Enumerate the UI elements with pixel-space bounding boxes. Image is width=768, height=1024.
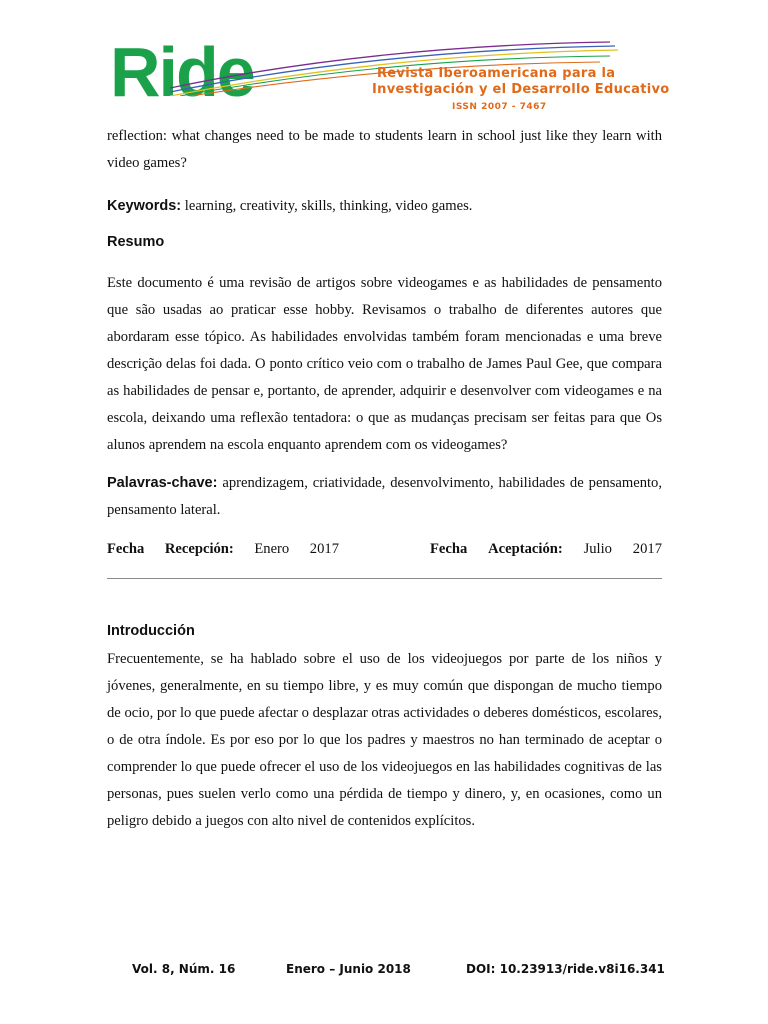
- issn: ISSN 2007 - 7467: [452, 102, 547, 112]
- palavras-text: aprendizagem, criatividade, desenvolvimento, habilidades de pensamento, pensamento lateral.: [107, 475, 662, 518]
- acceptance-month: Julio: [583, 541, 612, 557]
- abstract-en-tail: reflection: what changes need to be made to students learn in school just like they learn with video games?: [107, 128, 662, 171]
- journal-logo: [110, 33, 670, 120]
- resumo-heading-block: [107, 234, 662, 250]
- keywords-paragraph: [107, 193, 662, 220]
- footer-period: Enero – Junio 2018: [286, 962, 411, 976]
- keywords-label: Keywords:: [107, 198, 182, 214]
- journal-title: [372, 66, 669, 98]
- resumo-heading: Resumo: [107, 234, 165, 250]
- page-footer: [0, 962, 768, 980]
- introduccion-heading-block: [107, 623, 662, 639]
- footer-volume: Vol. 8, Núm. 16: [132, 962, 236, 976]
- introduccion-heading: Introducción: [107, 623, 195, 639]
- reception-label-fecha: Fecha: [107, 541, 145, 557]
- introduccion-block: [107, 646, 662, 835]
- acceptance-year: 2017: [632, 541, 662, 557]
- dates-row: [107, 541, 662, 558]
- acceptance-date: [430, 541, 662, 558]
- reception-label: Recepción:: [164, 541, 234, 557]
- introduccion-text: Frecuentemente, se ha hablado sobre el uso de los videojuegos por parte de los niños y jóvenes, generalmente, en su tiempo libre, y es muy común que dispongan de mucho tiempo de ocio, por lo que puede afectar o desplazar otras actividades o deberes domésticos, escolares, o de otra índole. Es por eso por lo que los padres y maestros no han terminado de aceptar o comprender lo que puede ofrecer el uso de los videojuegos en las habilidades cognitivas de las personas, pues suelen verlo como una pérdida de tiempo y dinero, y, en ocasiones, como un peligro debido a juegos con alto nivel de contenidos explícitos.: [107, 651, 662, 829]
- footer-doi: DOI: 10.23913/ride.v8i16.341: [466, 962, 665, 976]
- reception-month: Enero: [254, 541, 290, 557]
- journal-title-line1: Revista Iberoamericana para la: [377, 66, 616, 81]
- acceptance-label: Aceptación:: [488, 541, 563, 557]
- palavras-block: [107, 470, 662, 524]
- section-divider: [107, 578, 662, 579]
- reception-year: 2017: [309, 541, 339, 557]
- journal-title-line2: Investigación y el Desarrollo Educativo: [372, 82, 670, 97]
- resumo-block: [107, 270, 662, 459]
- acceptance-label-fecha: Fecha: [430, 541, 468, 557]
- logo-wordmark: Ride: [110, 33, 254, 111]
- keywords-block: [107, 193, 662, 220]
- palavras-label: Palavras-chave:: [107, 475, 218, 491]
- reception-date: [107, 541, 339, 558]
- resumo-text: Este documento é uma revisão de artigos sobre videogames e as habilidades de pensamento que são usadas ao praticar esse hobby. Revisamos o trabalho de diferentes autores que abordaram esse tópico. As habilidades envolvidas também foram mencionadas e uma breve descrição delas foi dada. O ponto crítico veio com o trabalho de James Paul Gee, que compara as habilidades de pensar e, portanto, de aprender, adquirir e desenvolver com videogames e na escola, deixando uma reflexão tentadora: o que as mudanças precisam ser feitas para que Os alunos aprendem na escola enquanto aprendem com os videogames?: [107, 275, 662, 453]
- palavras-paragraph: [107, 470, 662, 524]
- keywords-text: learning, creativity, skills, thinking, video games.: [184, 198, 473, 214]
- abstract-en-tail-block: [107, 123, 662, 177]
